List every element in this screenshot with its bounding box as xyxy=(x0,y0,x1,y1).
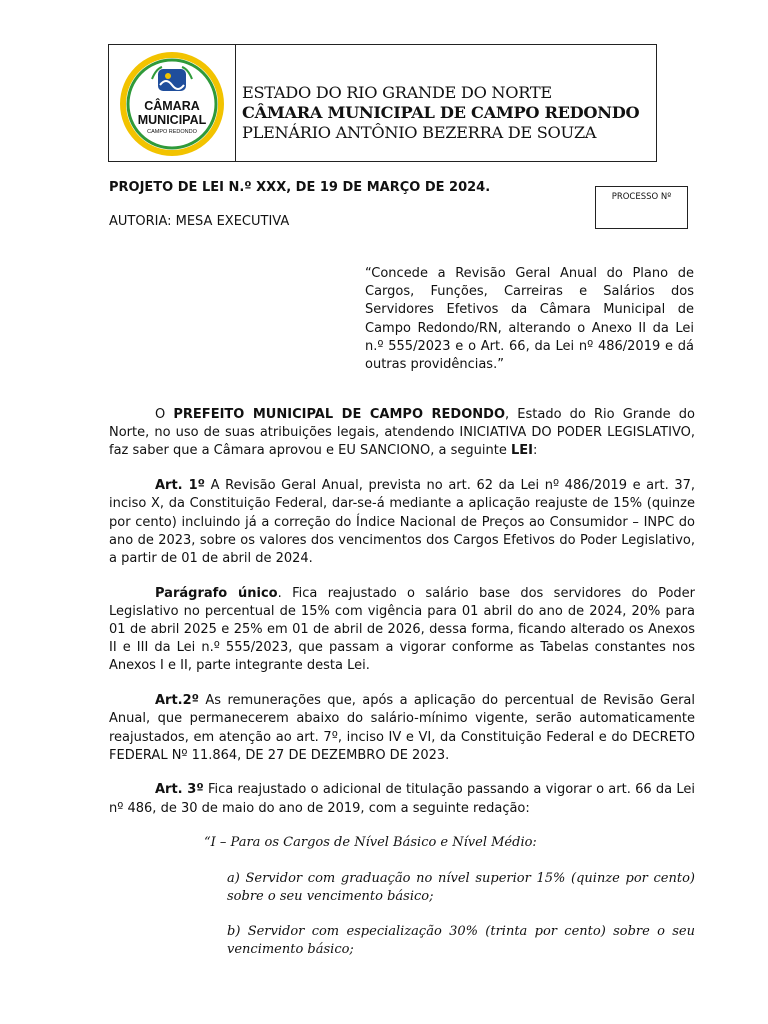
bill-summary: “Concede a Revisão Geral Anual do Plano de Cargos, Funções, Carreiras e Salários dos Servidores Efetivos da Câmara Municipal de Campo Redondo/RN, alterando o Anexo II da Lei n.º 555/2023 e o Art. 66, da Lei nº 486/2019 e dá outras providências.” xyxy=(365,266,694,373)
preamble: O PREFEITO MUNICIPAL DE CAMPO REDONDO, Estado do Rio Grande do Norte, no uso de suas atribuições legais, atendendo INICIATIVA DO PODER LEGISLATIVO, faz saber que a Câmara aprovou e EU SANCIONO, a seguinte LEI: xyxy=(109,407,695,459)
bill-title: PROJETO DE LEI N.º XXX, DE 19 DE MARÇO DE 2024. xyxy=(109,180,491,195)
logo-title-2: MUNICIPAL xyxy=(137,113,207,127)
article-1-label: Art. 1º xyxy=(155,478,206,494)
article-3: Art. 3º Fica reajustado o adicional de titulação passando a vigorar o art. 66 da Lei nº 486, de 30 de maio do ano de 2019, com a seguinte redação: xyxy=(109,782,696,816)
quote-item-a: a) Servidor com graduação no nível superior 15% (quinze por cento) sobre o seu vencimento básico; xyxy=(227,870,695,904)
camara-logo xyxy=(117,49,227,159)
authorship: AUTORIA: MESA EXECUTIVA xyxy=(109,214,290,229)
process-label: PROCESSO Nº xyxy=(611,192,672,202)
logo-cell xyxy=(109,45,236,161)
article-1: Art. 1º A Revisão Geral Anual, prevista no art. 62 da Lei nº 486/2019 e art. 37, inciso X, da Constituição Federal, dar-se-á mediante a aplicação reajuste de 15% (quinze por cento) incluindo já a correção do Índice Nacional de Preços ao Consumidor – INPC do ano de 2023, sobre os valores dos vencimentos dos Cargos Efetivos do Poder Legislativo, a partir de 01 de abril de 2024. xyxy=(109,478,696,566)
logo-subtitle: CAMPO REDONDO xyxy=(147,129,197,135)
sole-paragraph: Parágrafo único. Fica reajustado o salário base dos servidores do Poder Legislativo no percentual de 15% com vigência para 01 abril do ano de 2024, 20% para 01 de abril 2025 e 25% em 01 de abril de 2026, dessa forma, ficando alterado os Anexos II e III da Lei n.º 555/2023, que passam a vigorar conforme as Tabelas constantes nos Anexos I e II, parte integrante desta Lei. xyxy=(109,585,696,674)
article-3-label: Art. 3º xyxy=(155,782,204,798)
article-2: Art.2º As remunerações que, após a aplicação do percentual de Revisão Geral Anual, que permanecerem abaixo do salário-mínimo vigente, serão automaticamente reajustados, em atenção ao art. 7º, inciso IV e VI, da Constituição Federal e do DECRETO FEDERAL Nº 11.864, DE 27 DE DEZEMBRO DE 2023. xyxy=(109,693,695,763)
quote-item-b: b) Servidor com especialização 30% (trinta por cento) sobre o seu vencimento básico; xyxy=(227,923,695,958)
logo-title-1: CÂMARA xyxy=(144,99,200,113)
chamber-line: CÂMARA MUNICIPAL DE CAMPO REDONDO xyxy=(242,103,640,122)
letterhead xyxy=(108,44,657,162)
letterhead-text xyxy=(242,83,639,143)
state-line: ESTADO DO RIO GRANDE DO NORTE xyxy=(242,83,552,102)
bill-body xyxy=(109,406,695,976)
article-2-label: Art.2º xyxy=(155,693,200,709)
process-number-box xyxy=(595,186,688,229)
plenary-line: PLENÁRIO ANTÔNIO BEZERRA DE SOUZA xyxy=(242,123,597,142)
quote-item-i: “I – Para os Cargos de Nível Básico e Nível Médio: xyxy=(204,835,537,851)
sole-paragraph-label: Parágrafo único xyxy=(155,585,278,601)
